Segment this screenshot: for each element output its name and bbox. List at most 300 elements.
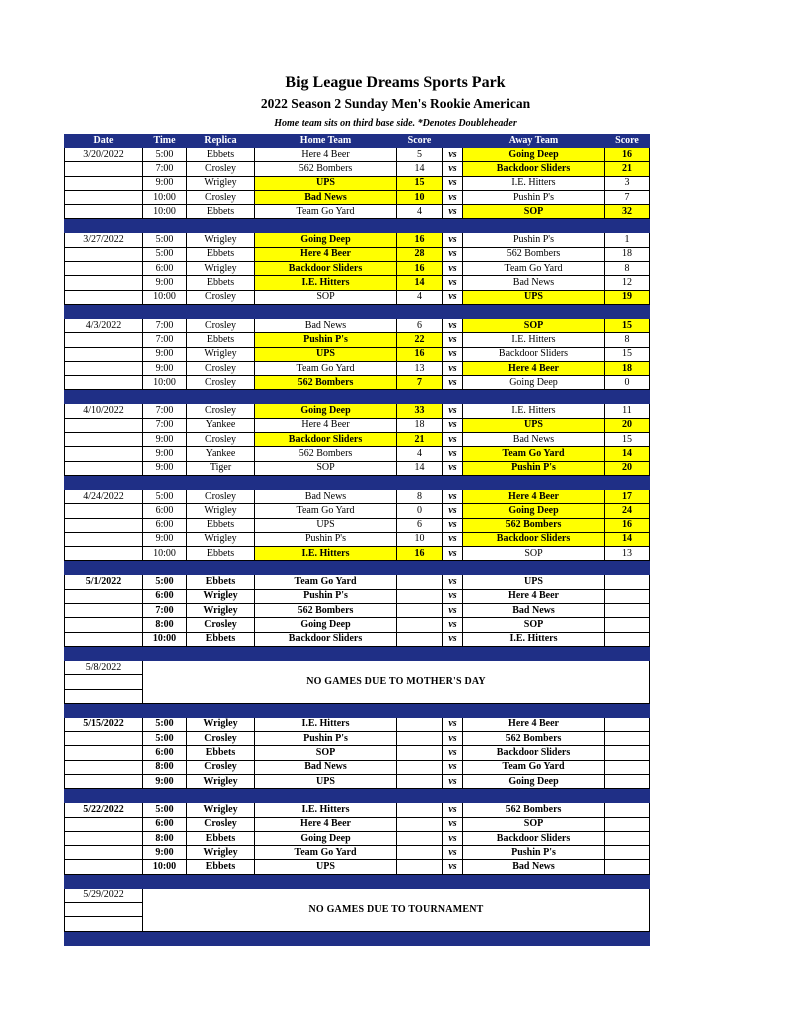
away-team-cell: I.E. Hitters [463, 333, 605, 347]
away-team-cell: 562 Bombers [463, 518, 605, 532]
time-cell: 8:00 [143, 831, 187, 845]
away-score-cell [605, 575, 650, 589]
away-team-cell: Going Deep [463, 148, 605, 162]
field-cell: Crosley [187, 732, 255, 746]
home-team-cell: 562 Bombers [255, 604, 397, 618]
field-cell: Crosley [187, 162, 255, 176]
vs-cell: vs [443, 803, 463, 817]
separator-cell [397, 789, 443, 803]
separator-cell [443, 789, 463, 803]
away-team-cell: Backdoor Sliders [463, 162, 605, 176]
separator-cell [397, 874, 443, 888]
home-score-cell: 10 [397, 532, 443, 546]
separator-cell [255, 390, 397, 404]
date-cell [65, 176, 143, 190]
home-team-cell: Pushin P's [255, 589, 397, 603]
banner-row [65, 888, 650, 902]
vs-cell: vs [443, 632, 463, 646]
home-score-cell: 13 [397, 361, 443, 375]
away-team-cell: Team Go Yard [463, 447, 605, 461]
separator-cell [65, 304, 143, 318]
away-score-cell: 18 [605, 247, 650, 261]
separator-cell [605, 789, 650, 803]
home-score-cell: 33 [397, 404, 443, 418]
time-cell: 9:00 [143, 532, 187, 546]
field-cell: Wrigley [187, 176, 255, 190]
away-score-cell [605, 604, 650, 618]
date-cell [65, 190, 143, 204]
time-cell: 7:00 [143, 604, 187, 618]
away-score-cell [605, 817, 650, 831]
field-cell: Crosley [187, 618, 255, 632]
away-team-cell: Here 4 Beer [463, 489, 605, 503]
game-row [65, 504, 650, 518]
time-cell: 8:00 [143, 618, 187, 632]
page-title: Big League Dreams Sports Park [285, 74, 506, 91]
away-score-cell [605, 846, 650, 860]
time-cell: 5:00 [143, 732, 187, 746]
away-team-cell: Backdoor Sliders [463, 532, 605, 546]
home-score-cell: 22 [397, 333, 443, 347]
column-header: Date [65, 135, 143, 148]
field-cell: Ebbets [187, 205, 255, 219]
home-score-cell: 4 [397, 447, 443, 461]
time-cell: 6:00 [143, 817, 187, 831]
separator-cell [143, 931, 187, 945]
vs-cell: vs [443, 760, 463, 774]
away-team-cell: Pushin P's [463, 190, 605, 204]
away-score-cell: 17 [605, 489, 650, 503]
game-row [65, 433, 650, 447]
away-score-cell: 19 [605, 290, 650, 304]
time-cell: 7:00 [143, 404, 187, 418]
home-score-cell: 14 [397, 276, 443, 290]
home-team-cell: Team Go Yard [255, 846, 397, 860]
game-row [65, 717, 650, 731]
game-row [65, 233, 650, 247]
away-score-cell: 24 [605, 504, 650, 518]
date-cell [65, 760, 143, 774]
home-score-cell [397, 860, 443, 874]
separator-cell [463, 646, 605, 660]
game-row [65, 376, 650, 390]
vs-cell: vs [443, 860, 463, 874]
separator-cell [443, 304, 463, 318]
game-row [65, 518, 650, 532]
field-cell: Wrigley [187, 347, 255, 361]
separator-cell [443, 931, 463, 945]
separator-cell [605, 874, 650, 888]
field-cell: Wrigley [187, 262, 255, 276]
separator-cell [605, 646, 650, 660]
home-team-cell: Team Go Yard [255, 575, 397, 589]
date-cell [65, 333, 143, 347]
away-team-cell: Going Deep [463, 376, 605, 390]
away-score-cell: 16 [605, 518, 650, 532]
separator-cell [143, 561, 187, 575]
time-cell: 10:00 [143, 290, 187, 304]
separator-cell [605, 304, 650, 318]
away-score-cell: 21 [605, 162, 650, 176]
home-score-cell [397, 846, 443, 860]
separator-cell [187, 703, 255, 717]
field-cell: Crosley [187, 404, 255, 418]
away-score-cell: 20 [605, 418, 650, 432]
home-score-cell [397, 589, 443, 603]
home-team-cell: SOP [255, 461, 397, 475]
time-cell: 5:00 [143, 247, 187, 261]
home-team-cell: Going Deep [255, 404, 397, 418]
home-team-cell: UPS [255, 774, 397, 788]
away-team-cell: I.E. Hitters [463, 176, 605, 190]
field-cell: Crosley [187, 817, 255, 831]
separator-cell [187, 646, 255, 660]
date-cell [65, 589, 143, 603]
game-row [65, 447, 650, 461]
away-team-cell: Team Go Yard [463, 262, 605, 276]
home-score-cell [397, 746, 443, 760]
date-cell [65, 732, 143, 746]
field-cell: Crosley [187, 290, 255, 304]
home-score-cell [397, 632, 443, 646]
game-row [65, 247, 650, 261]
separator-cell [255, 789, 397, 803]
separator-cell [187, 304, 255, 318]
date-cell: 3/20/2022 [65, 148, 143, 162]
date-cell [65, 689, 143, 703]
game-row [65, 190, 650, 204]
date-cell [65, 518, 143, 532]
home-team-cell: 562 Bombers [255, 162, 397, 176]
separator-cell [463, 789, 605, 803]
banner-row [65, 660, 650, 674]
away-team-cell: Bad News [463, 276, 605, 290]
separator-cell [65, 561, 143, 575]
no-games-banner: NO GAMES DUE TO MOTHER'S DAY [143, 660, 650, 703]
date-cell: 5/29/2022 [65, 888, 143, 902]
time-cell: 9:00 [143, 774, 187, 788]
separator-cell [443, 219, 463, 233]
separator-cell [463, 931, 605, 945]
time-cell: 10:00 [143, 547, 187, 561]
away-score-cell [605, 831, 650, 845]
separator-cell [143, 390, 187, 404]
time-cell: 6:00 [143, 518, 187, 532]
time-cell: 9:00 [143, 176, 187, 190]
time-cell: 5:00 [143, 233, 187, 247]
time-cell: 9:00 [143, 846, 187, 860]
date-cell: 3/27/2022 [65, 233, 143, 247]
time-cell: 7:00 [143, 418, 187, 432]
separator-cell [397, 561, 443, 575]
field-cell: Ebbets [187, 148, 255, 162]
home-score-cell: 8 [397, 489, 443, 503]
home-score-cell [397, 803, 443, 817]
field-cell: Ebbets [187, 860, 255, 874]
game-row [65, 803, 650, 817]
away-team-cell: Going Deep [463, 774, 605, 788]
separator-cell [65, 390, 143, 404]
date-cell: 4/10/2022 [65, 404, 143, 418]
vs-cell: vs [443, 233, 463, 247]
separator-cell [187, 931, 255, 945]
home-team-cell: I.E. Hitters [255, 276, 397, 290]
time-cell: 8:00 [143, 760, 187, 774]
vs-cell: vs [443, 290, 463, 304]
home-team-cell: 562 Bombers [255, 447, 397, 461]
date-cell [65, 361, 143, 375]
home-score-cell [397, 717, 443, 731]
date-cell [65, 846, 143, 860]
separator-cell [463, 390, 605, 404]
date-cell [65, 461, 143, 475]
separator-cell [397, 646, 443, 660]
field-cell: Ebbets [187, 547, 255, 561]
separator-cell [187, 874, 255, 888]
home-team-cell: Bad News [255, 489, 397, 503]
away-team-cell: I.E. Hitters [463, 632, 605, 646]
separator-cell [255, 219, 397, 233]
home-team-cell: Here 4 Beer [255, 817, 397, 831]
separator-cell [187, 561, 255, 575]
home-score-cell [397, 774, 443, 788]
separator-row [65, 475, 650, 489]
game-row [65, 162, 650, 176]
field-cell: Crosley [187, 190, 255, 204]
vs-cell: vs [443, 774, 463, 788]
game-row [65, 290, 650, 304]
separator-cell [397, 931, 443, 945]
date-cell [65, 675, 143, 689]
separator-row [65, 703, 650, 717]
game-row [65, 846, 650, 860]
game-row [65, 205, 650, 219]
date-cell [65, 903, 143, 917]
time-cell: 9:00 [143, 276, 187, 290]
field-cell: Wrigley [187, 717, 255, 731]
home-score-cell [397, 732, 443, 746]
time-cell: 6:00 [143, 589, 187, 603]
vs-cell: vs [443, 831, 463, 845]
separator-cell [255, 874, 397, 888]
away-score-cell: 18 [605, 361, 650, 375]
column-header: Home Team [255, 135, 397, 148]
separator-cell [605, 219, 650, 233]
game-row [65, 732, 650, 746]
date-cell [65, 433, 143, 447]
vs-cell: vs [443, 589, 463, 603]
away-score-cell: 0 [605, 376, 650, 390]
away-score-cell [605, 774, 650, 788]
date-cell [65, 917, 143, 931]
separator-cell [463, 874, 605, 888]
separator-cell [397, 219, 443, 233]
field-cell: Crosley [187, 318, 255, 332]
vs-cell: vs [443, 262, 463, 276]
separator-cell [443, 874, 463, 888]
vs-cell: vs [443, 618, 463, 632]
vs-cell: vs [443, 361, 463, 375]
field-cell: Wrigley [187, 604, 255, 618]
game-row [65, 831, 650, 845]
away-team-cell: Backdoor Sliders [463, 746, 605, 760]
home-team-cell: Backdoor Sliders [255, 433, 397, 447]
column-header [443, 135, 463, 148]
away-score-cell [605, 632, 650, 646]
away-team-cell: Here 4 Beer [463, 589, 605, 603]
time-cell: 10:00 [143, 376, 187, 390]
away-team-cell: Here 4 Beer [463, 717, 605, 731]
game-row [65, 176, 650, 190]
away-score-cell [605, 746, 650, 760]
away-score-cell: 14 [605, 447, 650, 461]
time-cell: 10:00 [143, 205, 187, 219]
field-cell: Wrigley [187, 532, 255, 546]
home-team-cell: UPS [255, 860, 397, 874]
separator-cell [65, 703, 143, 717]
game-row [65, 547, 650, 561]
vs-cell: vs [443, 205, 463, 219]
separator-cell [255, 304, 397, 318]
separator-cell [143, 874, 187, 888]
game-row [65, 632, 650, 646]
separator-row [65, 561, 650, 575]
away-score-cell: 13 [605, 547, 650, 561]
field-cell: Ebbets [187, 575, 255, 589]
home-score-cell: 14 [397, 461, 443, 475]
home-score-cell: 16 [397, 233, 443, 247]
away-score-cell: 32 [605, 205, 650, 219]
away-team-cell: 562 Bombers [463, 803, 605, 817]
away-team-cell: UPS [463, 575, 605, 589]
away-team-cell: SOP [463, 817, 605, 831]
field-cell: Crosley [187, 489, 255, 503]
field-cell: Crosley [187, 433, 255, 447]
separator-cell [255, 703, 397, 717]
home-score-cell: 18 [397, 418, 443, 432]
away-team-cell: Backdoor Sliders [463, 831, 605, 845]
vs-cell: vs [443, 532, 463, 546]
time-cell: 9:00 [143, 461, 187, 475]
separator-cell [605, 475, 650, 489]
home-score-cell: 0 [397, 504, 443, 518]
separator-cell [255, 561, 397, 575]
vs-cell: vs [443, 717, 463, 731]
game-row [65, 604, 650, 618]
separator-cell [65, 475, 143, 489]
game-row [65, 746, 650, 760]
game-row [65, 276, 650, 290]
schedule-table [64, 134, 650, 946]
separator-cell [397, 475, 443, 489]
home-score-cell [397, 575, 443, 589]
away-score-cell: 14 [605, 532, 650, 546]
vs-cell: vs [443, 732, 463, 746]
field-cell: Ebbets [187, 333, 255, 347]
time-cell: 6:00 [143, 262, 187, 276]
game-row [65, 148, 650, 162]
game-row [65, 418, 650, 432]
field-cell: Crosley [187, 376, 255, 390]
date-cell [65, 162, 143, 176]
away-score-cell [605, 732, 650, 746]
vs-cell: vs [443, 846, 463, 860]
home-team-cell: I.E. Hitters [255, 547, 397, 561]
game-row [65, 404, 650, 418]
home-score-cell: 4 [397, 290, 443, 304]
away-score-cell: 1 [605, 233, 650, 247]
date-cell [65, 376, 143, 390]
date-cell [65, 831, 143, 845]
date-cell: 5/1/2022 [65, 575, 143, 589]
time-cell: 7:00 [143, 318, 187, 332]
date-cell [65, 247, 143, 261]
time-cell: 6:00 [143, 504, 187, 518]
vs-cell: vs [443, 418, 463, 432]
page-note: Home team sits on third base side. *Denotes Doubleheader [274, 118, 517, 129]
away-score-cell: 8 [605, 333, 650, 347]
vs-cell: vs [443, 148, 463, 162]
vs-cell: vs [443, 461, 463, 475]
time-cell: 5:00 [143, 717, 187, 731]
date-cell: 5/22/2022 [65, 803, 143, 817]
separator-cell [65, 646, 143, 660]
time-cell: 9:00 [143, 433, 187, 447]
away-team-cell: SOP [463, 618, 605, 632]
field-cell: Ebbets [187, 632, 255, 646]
separator-cell [443, 390, 463, 404]
game-row [65, 860, 650, 874]
time-cell: 10:00 [143, 860, 187, 874]
date-cell [65, 290, 143, 304]
separator-cell [65, 931, 143, 945]
away-team-cell: Bad News [463, 433, 605, 447]
away-score-cell [605, 760, 650, 774]
column-header: Away Team [463, 135, 605, 148]
home-score-cell: 6 [397, 318, 443, 332]
away-score-cell [605, 860, 650, 874]
separator-cell [443, 475, 463, 489]
separator-row [65, 874, 650, 888]
field-cell: Ebbets [187, 518, 255, 532]
vs-cell: vs [443, 817, 463, 831]
separator-row [65, 931, 650, 945]
home-score-cell: 6 [397, 518, 443, 532]
home-team-cell: Going Deep [255, 233, 397, 247]
field-cell: Ebbets [187, 247, 255, 261]
away-score-cell: 11 [605, 404, 650, 418]
vs-cell: vs [443, 433, 463, 447]
separator-cell [65, 219, 143, 233]
separator-cell [443, 646, 463, 660]
field-cell: Wrigley [187, 846, 255, 860]
home-team-cell: Going Deep [255, 831, 397, 845]
separator-cell [143, 219, 187, 233]
game-row [65, 817, 650, 831]
away-team-cell: I.E. Hitters [463, 404, 605, 418]
date-cell [65, 604, 143, 618]
date-cell [65, 746, 143, 760]
separator-cell [255, 475, 397, 489]
time-cell: 5:00 [143, 575, 187, 589]
separator-cell [605, 703, 650, 717]
vs-cell: vs [443, 489, 463, 503]
game-row [65, 618, 650, 632]
separator-cell [605, 561, 650, 575]
date-cell [65, 347, 143, 361]
home-team-cell: Pushin P's [255, 333, 397, 347]
away-score-cell: 12 [605, 276, 650, 290]
